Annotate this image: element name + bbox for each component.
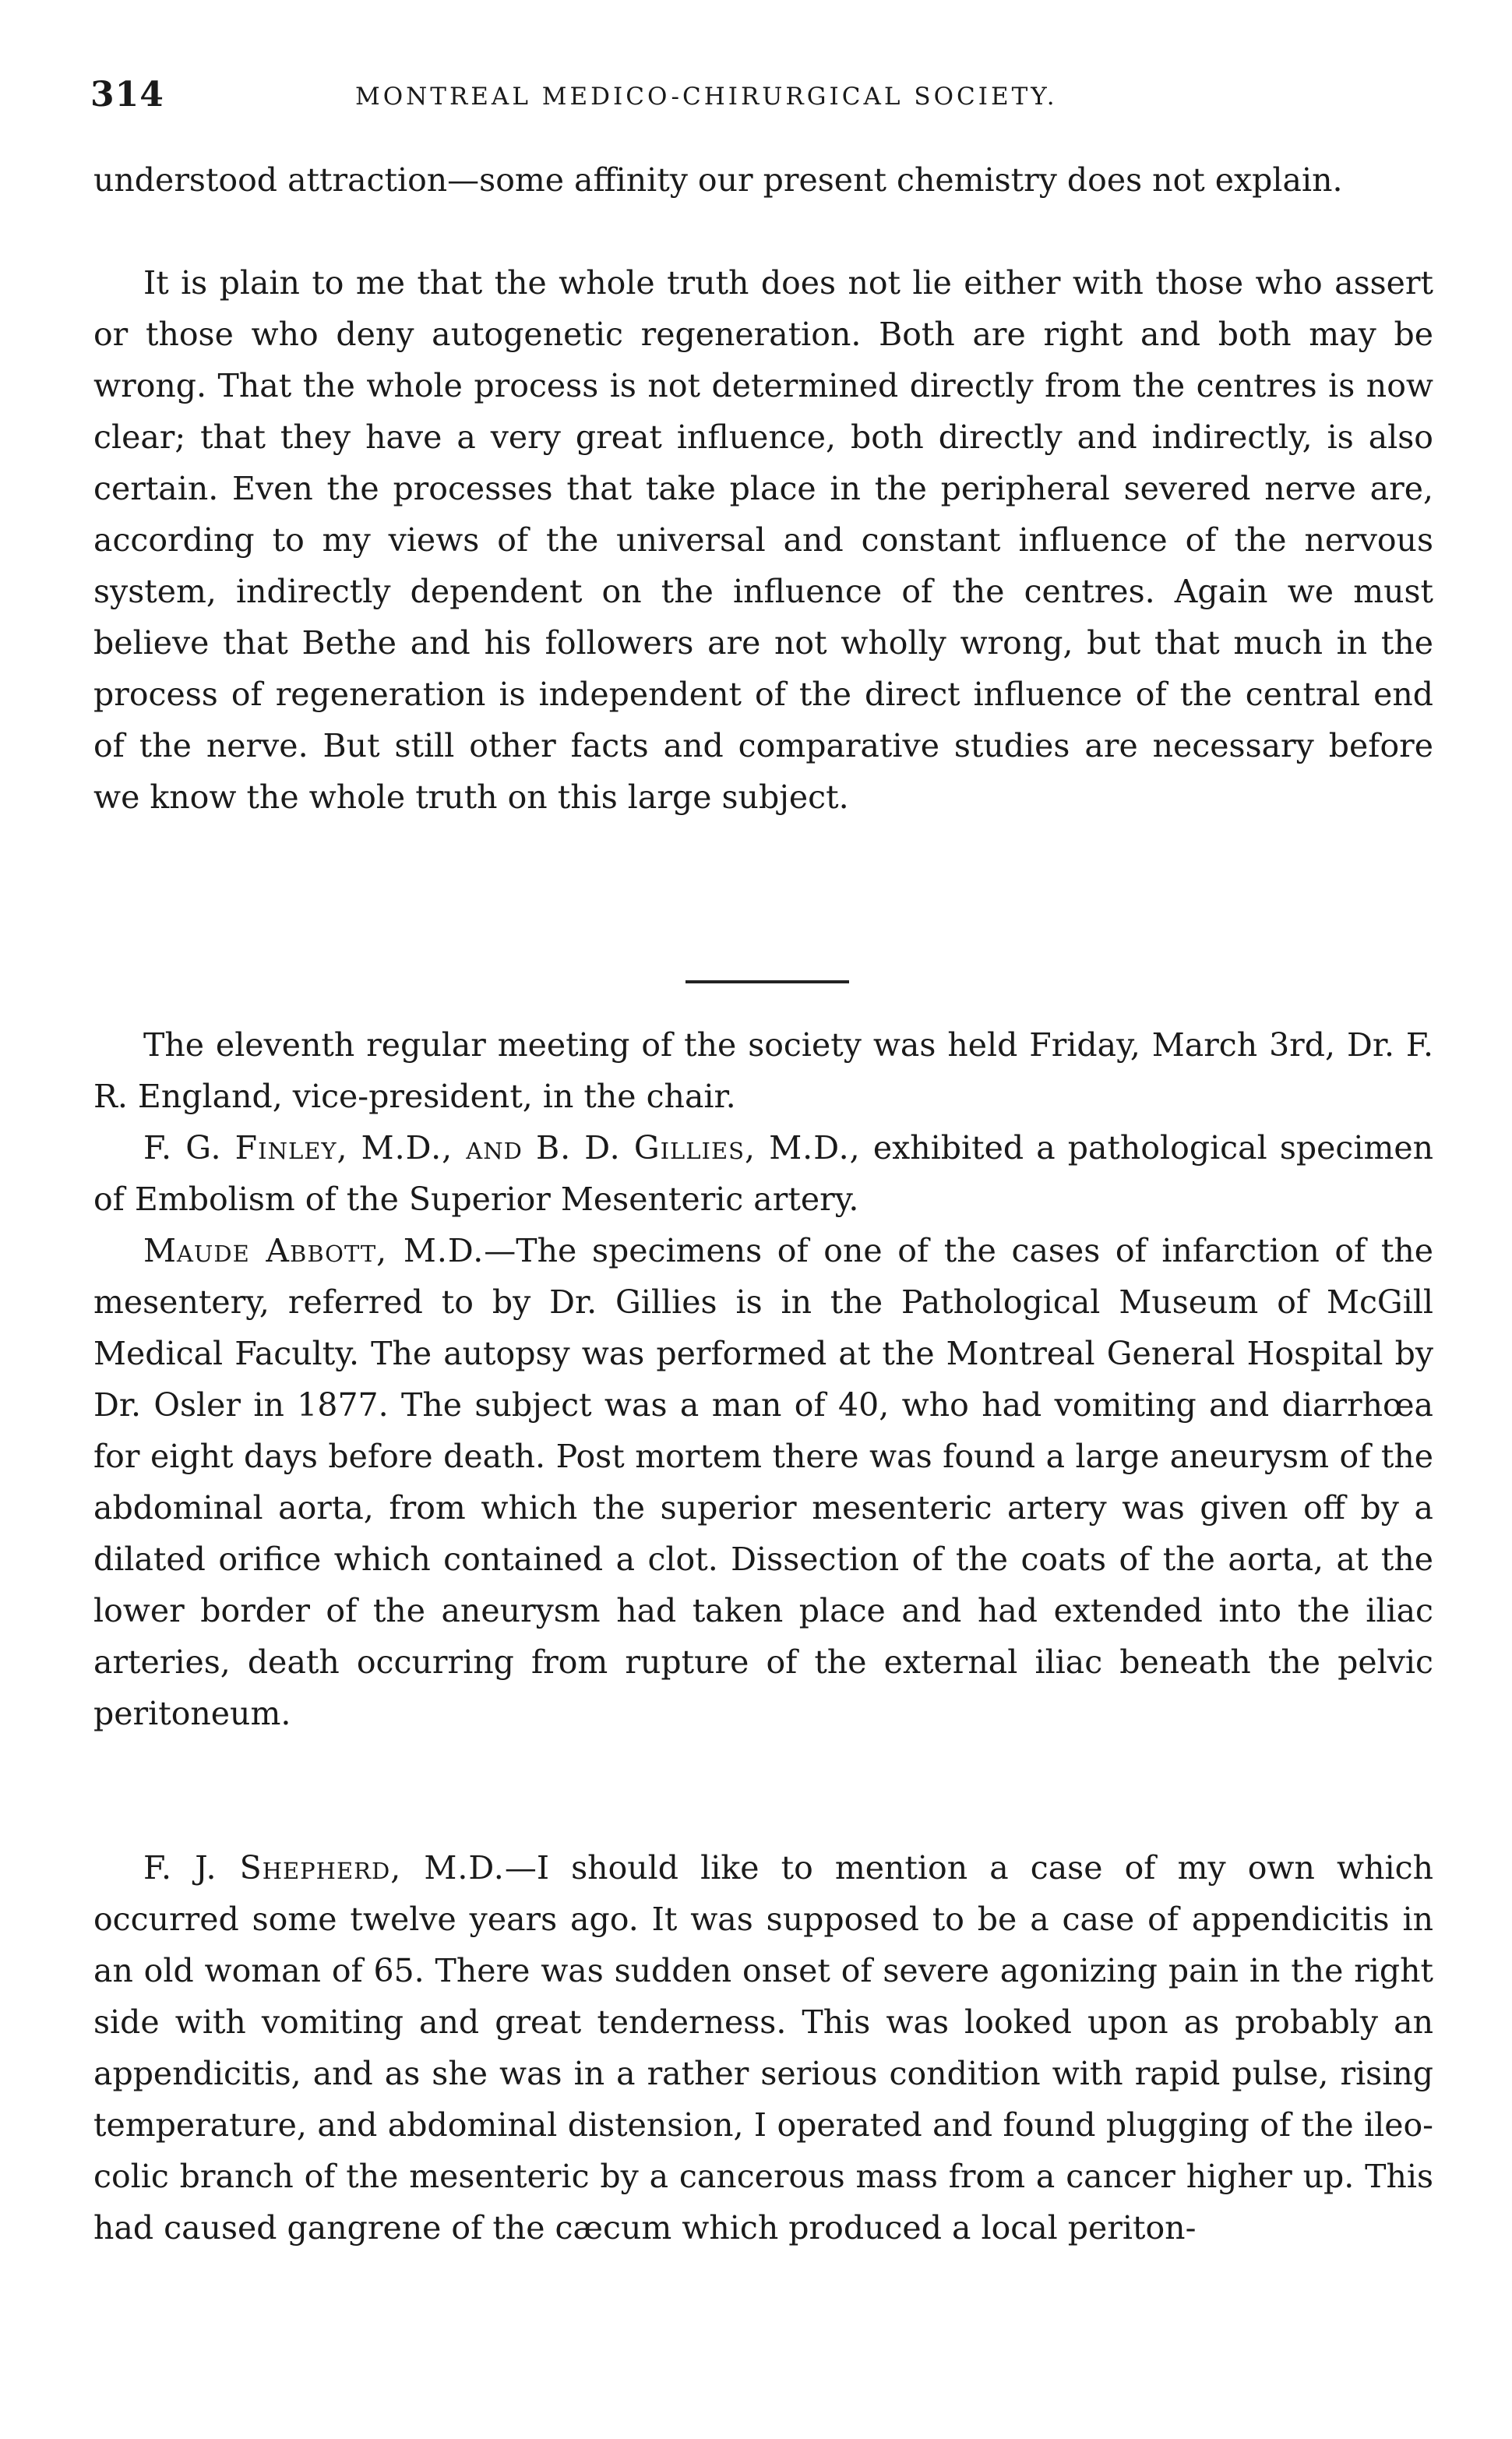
paragraph-text: —I should like to mention a case of my own which occurred some twelve years ago. It was supposed to be a case of appendicitis in an old woman of 65. There was sudden onset of severe agonizing pain in the right side with vomiting and great tenderness. This was looked upon as probably an appendicitis, and as she was in a rather serious condition with rapid pulse, rising temperature, and abdominal distension, I operated and found plugging of the ileo-colic branch of the mesenteric by a cancerous mass from a cancer higher up. This had caused gangrene of the cæcum which produced a local periton- <box>93 1849 1434 2247</box>
paragraph-text: It is plain to me that the whole truth does not lie either with those who assert or those who deny autogenetic regeneration. Both are right and both may be wrong. That the whole process is not determined directly from the centres is now clear; that they have a very great influence, both directly and indirectly, is also certain. Even the processes that take place in the peripheral severed nerve are, according to my views of the universal and constant influence of the nervous system, indirectly dependent on the influence of the centres. Again we must believe that Bethe and his followers are not wholly wrong, but that much in the process of regeneration is independent of the direct influence of the central end of the nerve. But still other facts and comparative studies are necessary before we know the whole truth on this large subject. <box>93 264 1433 816</box>
paragraph-text: —The specimens of one of the cases of infarction of the mesentery, referred to by Dr. Gillies is in the Pathological Museum of McGill Medical Faculty. The autopsy was performed at the Montreal General Hospital by Dr. Osler in 1877. The subject was a man of 40, who had vomiting and diarrhœa for eight days before death. Post mortem there was found a large aneurysm of the abdominal aorta, from which the superior mesenteric artery was given off by a dilated orifice which contained a clot. Dissection of the coats of the aorta, at the lower border of the aneurysm had taken place and had extended into the iliac arteries, death occurring from rupture of the external iliac beneath the pelvic peritoneum. <box>93 1232 1433 1732</box>
paragraph-finley-gillies <box>93 1122 1433 1225</box>
running-head <box>90 75 1446 122</box>
section-divider <box>686 980 849 983</box>
speaker-name: F. G. Finley, M.D., and B. D. Gillies, M.D., <box>143 1129 861 1167</box>
paragraph-shepherd <box>93 1842 1433 2254</box>
speaker-name: Maude Abbott, M.D. <box>143 1232 485 1269</box>
paragraph-text: exhibited a pathological specimen of Embolism of the Superior Mesenteric artery. <box>93 1129 1433 1218</box>
paragraph-text: The eleventh regular meeting of the society was held Friday, March 3rd, Dr. F. R. England, vice-president, in the chair. <box>93 1026 1433 1115</box>
paragraph-regeneration-conclusion <box>93 257 1433 823</box>
page-number: 314 <box>90 75 164 115</box>
paragraph-meeting-notice <box>93 1019 1433 1122</box>
paragraph-abbott <box>93 1225 1433 1739</box>
paragraph-continuation <box>93 154 1433 206</box>
paragraph-text: understood attraction—some affinity our present chemistry does not explain. <box>93 161 1343 199</box>
journal-title: MONTREAL MEDICO-CHIRURGICAL SOCIETY. <box>355 83 1058 111</box>
speaker-name: F. J. Shepherd, M.D. <box>143 1849 505 1887</box>
